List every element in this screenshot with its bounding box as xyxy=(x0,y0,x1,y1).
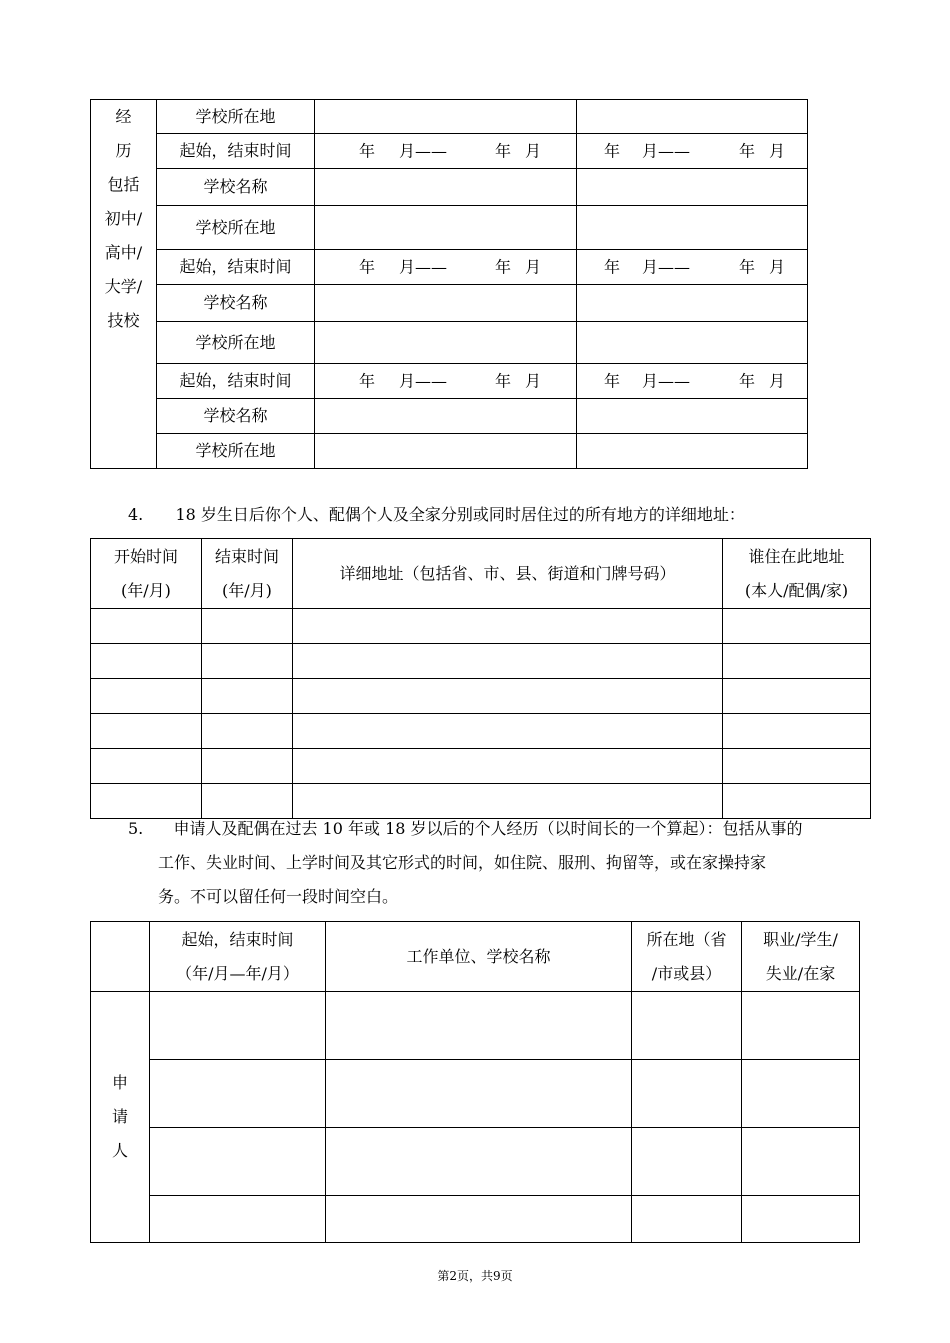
applicant-label: 申 请 人 xyxy=(91,992,150,1243)
label-school-location: 学校所在地 xyxy=(157,100,315,134)
residence-start-cell[interactable] xyxy=(91,644,202,679)
residence-row xyxy=(91,644,871,679)
field-school-name-3b[interactable] xyxy=(577,399,808,434)
residence-who-cell[interactable] xyxy=(723,749,871,784)
field-time-2a[interactable]: 年 月—— 年 月 xyxy=(315,250,577,285)
residence-address-cell[interactable] xyxy=(293,714,723,749)
label-school-location: 学校所在地 xyxy=(157,434,315,469)
history-row xyxy=(91,1128,860,1196)
residence-address-cell[interactable] xyxy=(293,679,723,714)
label-school-name: 学校名称 xyxy=(157,399,315,434)
residence-row xyxy=(91,714,871,749)
field-time-3a[interactable]: 年 月—— 年 月 xyxy=(315,364,577,399)
history-row xyxy=(91,992,860,1060)
residence-who-cell[interactable] xyxy=(723,679,871,714)
header-start-time: 开始时间 (年/月) xyxy=(91,539,202,609)
history-unit-cell[interactable] xyxy=(326,1128,632,1196)
history-occupation-cell[interactable] xyxy=(742,1128,860,1196)
residence-end-cell[interactable] xyxy=(202,609,293,644)
residence-who-cell[interactable] xyxy=(723,714,871,749)
section5-number: 5. xyxy=(128,819,144,838)
history-table xyxy=(90,921,860,1243)
section5-text-line2: 工作、失业时间、上学时间及其它形式的时间，如住院、服刑、拘留等，或在家操持家 xyxy=(158,853,767,872)
residence-address-cell[interactable] xyxy=(293,644,723,679)
residence-who-cell[interactable] xyxy=(723,609,871,644)
header-occupation: 职业/学生/ 失业/在家 xyxy=(742,922,860,992)
label-start-end-time: 起始，结束时间 xyxy=(157,250,315,285)
residence-start-cell[interactable] xyxy=(91,609,202,644)
residence-address-cell[interactable] xyxy=(293,749,723,784)
section4-instruction xyxy=(128,498,745,532)
field-school-location-3b[interactable] xyxy=(577,322,808,364)
education-side-label: 经 历 包括 初中/ 高中/ 大学/ 技校 xyxy=(91,100,157,469)
history-unit-cell[interactable] xyxy=(326,1196,632,1243)
section4-text: 18 岁生日后你个人、配偶个人及全家分别或同时居住过的所有地方的详细地址： xyxy=(175,505,745,524)
section4-number: 4. xyxy=(128,505,144,524)
field-school-location-3a[interactable] xyxy=(315,322,577,364)
field-school-location-2a[interactable] xyxy=(315,206,577,250)
residence-row xyxy=(91,609,871,644)
residence-row xyxy=(91,679,871,714)
residence-start-cell[interactable] xyxy=(91,714,202,749)
history-time-cell[interactable] xyxy=(150,1128,326,1196)
header-time-range: 起始，结束时间 （年/月—年/月） xyxy=(150,922,326,992)
field-school-location-4a[interactable] xyxy=(315,434,577,469)
education-table xyxy=(90,99,808,469)
field-school-location-2b[interactable] xyxy=(577,206,808,250)
history-location-cell[interactable] xyxy=(632,1196,742,1243)
history-occupation-cell[interactable] xyxy=(742,1060,860,1128)
label-school-name: 学校名称 xyxy=(157,169,315,206)
history-row xyxy=(91,1196,860,1243)
header-unit-school: 工作单位、学校名称 xyxy=(326,922,632,992)
history-location-cell[interactable] xyxy=(632,992,742,1060)
field-school-name-3a[interactable] xyxy=(315,399,577,434)
residence-end-cell[interactable] xyxy=(202,679,293,714)
field-time-1b[interactable]: 年 月—— 年 月 xyxy=(577,134,808,169)
history-unit-cell[interactable] xyxy=(326,992,632,1060)
page-footer: 第2页，共9页 xyxy=(437,1269,513,1283)
field-school-name-1b[interactable] xyxy=(577,169,808,206)
label-school-name: 学校名称 xyxy=(157,285,315,322)
label-school-location: 学校所在地 xyxy=(157,206,315,250)
header-address: 详细地址（包括省、市、县、街道和门牌号码） xyxy=(293,539,723,609)
header-location: 所在地（省 /市或县） xyxy=(632,922,742,992)
section5-text-line1: 申请人及配偶在过去 10 年或 18 岁以后的个人经历（以时间长的一个算起）：包括从事的 xyxy=(173,819,803,838)
label-start-end-time: 起始，结束时间 xyxy=(157,134,315,169)
field-school-location-4b[interactable] xyxy=(577,434,808,469)
header-who-lived: 谁住在此地址 (本人/配偶/家) xyxy=(723,539,871,609)
history-time-cell[interactable] xyxy=(150,992,326,1060)
history-occupation-cell[interactable] xyxy=(742,992,860,1060)
residence-row xyxy=(91,749,871,784)
label-start-end-time: 起始，结束时间 xyxy=(157,364,315,399)
field-school-name-1a[interactable] xyxy=(315,169,577,206)
history-row xyxy=(91,1060,860,1128)
field-school-name-2a[interactable] xyxy=(315,285,577,322)
residence-who-cell[interactable] xyxy=(723,644,871,679)
residence-end-cell[interactable] xyxy=(202,644,293,679)
field-school-location-1a[interactable] xyxy=(315,100,577,134)
header-end-time: 结束时间 (年/月) xyxy=(202,539,293,609)
history-location-cell[interactable] xyxy=(632,1060,742,1128)
residence-end-cell[interactable] xyxy=(202,714,293,749)
field-school-location-1b[interactable] xyxy=(577,100,808,134)
residence-end-cell[interactable] xyxy=(202,749,293,784)
residence-start-cell[interactable] xyxy=(91,679,202,714)
history-time-cell[interactable] xyxy=(150,1060,326,1128)
residence-address-cell[interactable] xyxy=(293,609,723,644)
residence-table xyxy=(90,538,871,819)
residence-start-cell[interactable] xyxy=(91,749,202,784)
history-time-cell[interactable] xyxy=(150,1196,326,1243)
field-time-3b[interactable]: 年 月—— 年 月 xyxy=(577,364,808,399)
section5-instruction xyxy=(128,812,868,914)
header-blank xyxy=(91,922,150,992)
field-school-name-2b[interactable] xyxy=(577,285,808,322)
history-location-cell[interactable] xyxy=(632,1128,742,1196)
label-school-location: 学校所在地 xyxy=(157,322,315,364)
history-occupation-cell[interactable] xyxy=(742,1196,860,1243)
history-unit-cell[interactable] xyxy=(326,1060,632,1128)
field-time-2b[interactable]: 年 月—— 年 月 xyxy=(577,250,808,285)
field-time-1a[interactable]: 年 月—— 年 月 xyxy=(315,134,577,169)
section5-text-line3: 务。不可以留任何一段时间空白。 xyxy=(158,887,399,906)
